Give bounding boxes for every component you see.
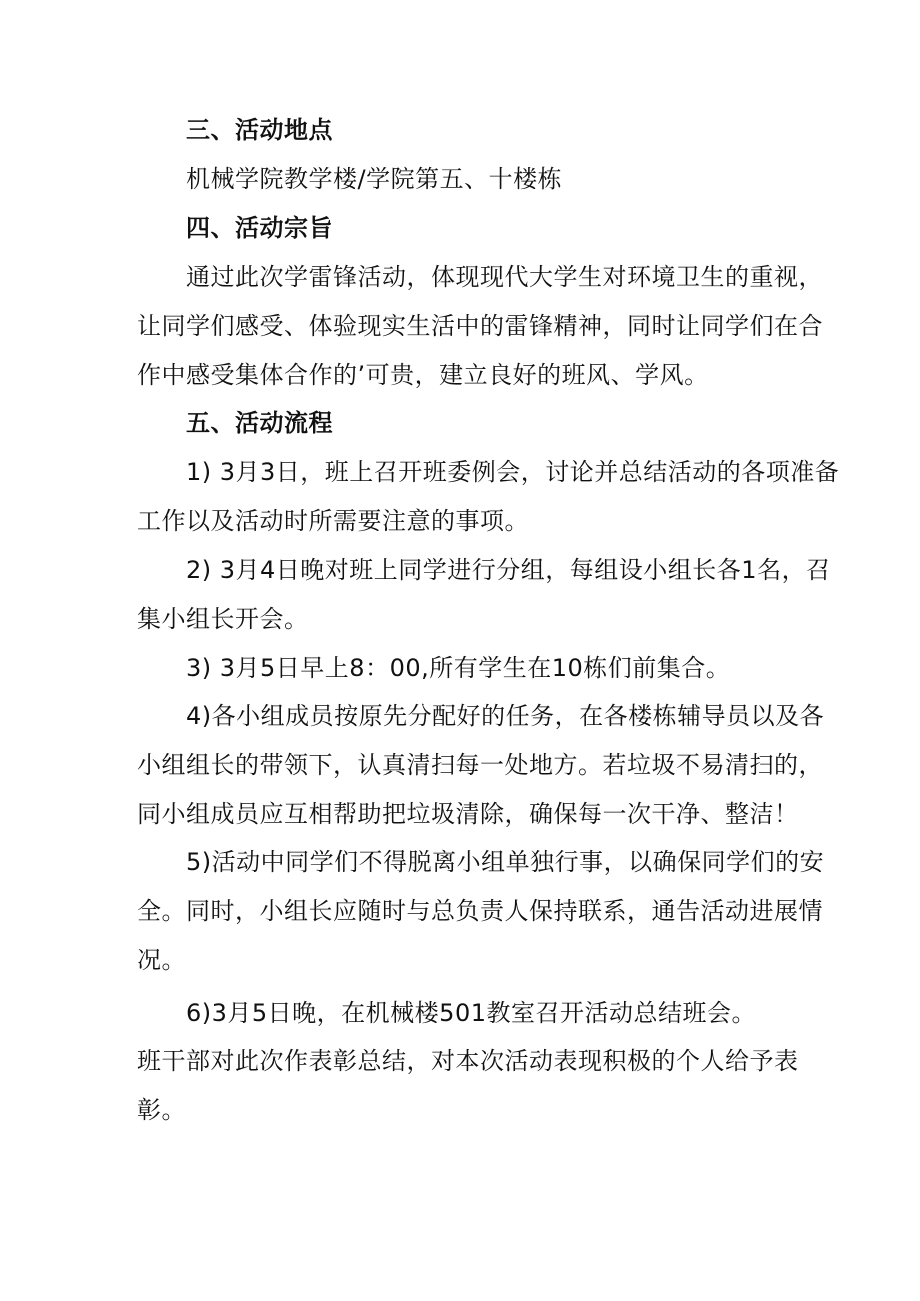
step-4-line: 小组组长的带领下，认真清扫每一处地方。若垃圾不易清扫的， (137, 751, 823, 779)
step-2-line: 2) 3月4日晚对班上同学进行分组，每组设小组长各1名，召 (186, 556, 831, 584)
location-heading: 三、活动地点 (186, 116, 333, 144)
step-3-line: 3) 3月5日早上8：00,所有学生在10栋们前集合。 (186, 654, 731, 682)
purpose-line: 通过此次学雷锋活动，体现现代大学生对环境卫生的重视， (186, 263, 823, 291)
process-heading: 五、活动流程 (186, 409, 333, 437)
purpose-heading: 四、活动宗旨 (186, 214, 333, 242)
step-6-line: 6)3月5日晚，在机械楼501教室召开活动总结班会。 (186, 999, 756, 1027)
step-6-line: 彰。 (137, 1096, 186, 1124)
step-6-line: 班干部对此次作表彰总结，对本次活动表现积极的个人给予表 (137, 1047, 799, 1075)
step-5-line: 况。 (137, 946, 186, 974)
location-text: 机械学院教学楼/学院第五、十楼栋 (186, 165, 563, 193)
step-4-line: 4)各小组成员按原先分配好的任务，在各楼栋辅导员以及各 (186, 702, 825, 730)
step-1-line: 工作以及活动时所需要注意的事项。 (137, 507, 529, 535)
step-5-line: 全。同时，小组长应随时与总负责人保持联系，通告活动进展情 (137, 897, 823, 925)
purpose-line: 作中感受集体合作的’可贵，建立良好的班风、学风。 (137, 361, 709, 389)
purpose-line: 让同学们感受、体验现实生活中的雷锋精神，同时让同学们在合 (137, 312, 823, 340)
step-2-line: 集小组长开会。 (137, 605, 309, 633)
step-4-line: 同小组成员应互相帮助把垃圾清除，确保每一次干净、整洁！ (137, 800, 799, 828)
step-1-line: 1) 3月3日，班上召开班委例会，讨论并总结活动的各项准备 (186, 458, 840, 486)
step-5-line: 5)活动中同学们不得脱离小组单独行事，以确保同学们的安 (186, 848, 825, 876)
